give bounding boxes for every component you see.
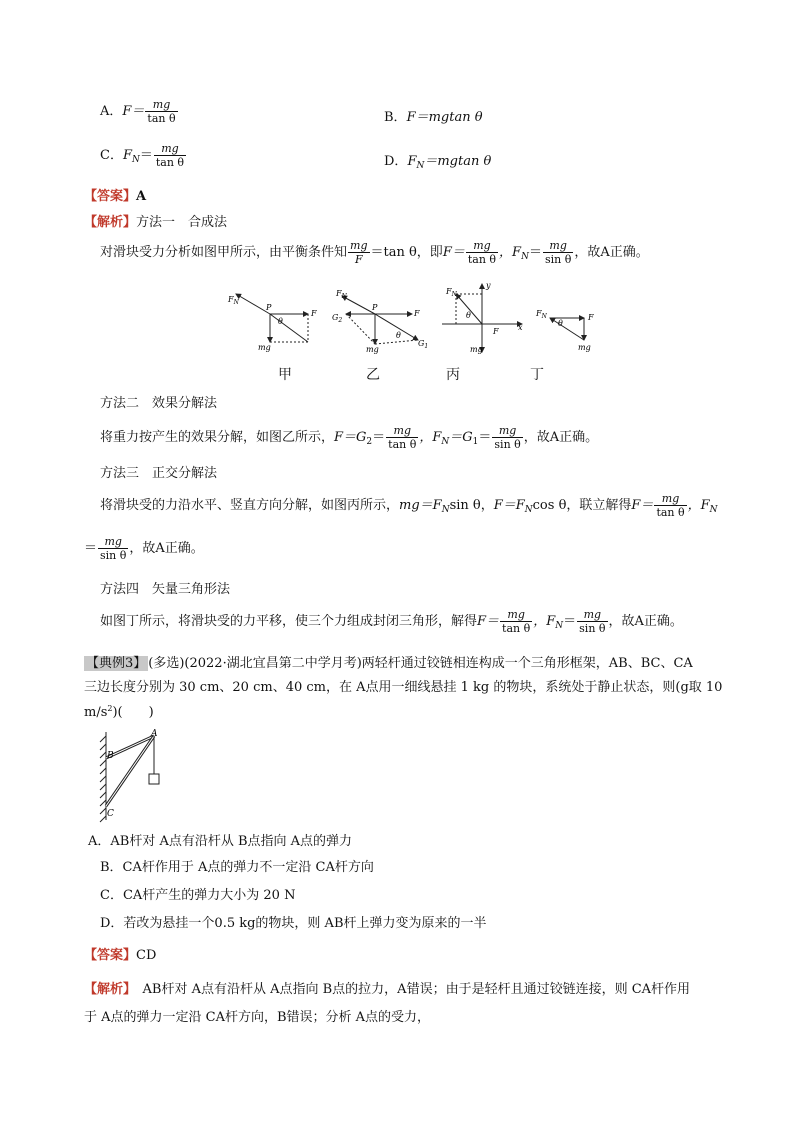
label-theta: θ (466, 311, 471, 320)
text: (多选)(2022·湖北宜昌第二中学月考)两轻杆通过铰链相连构成一个三角形框架，AB、BC、CA (148, 656, 693, 671)
subscript: N (555, 621, 564, 631)
label-theta: θ (396, 331, 401, 340)
label-fn: $F_N$ (336, 289, 347, 300)
method-3-line (100, 492, 718, 519)
fraction (386, 424, 418, 451)
label-p: P (266, 303, 272, 312)
frac-num: mg (466, 239, 498, 253)
frac-num: mg (98, 535, 128, 549)
figure-label-yi: 乙 (366, 367, 380, 383)
frac-num: mg (654, 492, 686, 506)
analysis-tag: 【解析】 (84, 982, 130, 997)
method-2-line (100, 424, 598, 451)
label-fn: $F_N$ (228, 295, 239, 306)
label-fn: $F_N$ (446, 287, 457, 298)
method-title: 方法一 合成法 (136, 215, 228, 230)
subscript: N (441, 505, 450, 515)
fraction (492, 424, 522, 451)
label-f: F (414, 309, 420, 318)
diagram-yi (332, 289, 428, 354)
fraction (154, 142, 186, 169)
text: ＝ (478, 430, 492, 445)
text: mg＝F (399, 498, 442, 513)
answer-value: CD (136, 948, 157, 963)
eq: ＝ (139, 148, 153, 163)
text: ＝tan θ，即 (370, 245, 443, 260)
frac-num: mg (154, 142, 186, 156)
frac-num: mg (145, 98, 177, 112)
figure-label-bing: 丙 (446, 367, 460, 383)
fraction (145, 98, 177, 125)
option-lhs: F (122, 148, 132, 163)
text: 将滑块受的力沿水平、竖直方向分解，如图丙所示， (100, 498, 400, 513)
answer-2 (84, 944, 156, 963)
analysis-2-line-2: 于 A点的弹力一定沿 CA杆方向，B错误；分析 A点的受力， (84, 1010, 431, 1025)
subscript: N (416, 161, 425, 171)
label-b: B (107, 751, 114, 761)
text: F＝F (493, 498, 525, 513)
text: m/s (84, 705, 108, 720)
subscript: 1 (472, 437, 479, 447)
frac-den: F (354, 253, 363, 266)
subscript: N (441, 437, 450, 447)
text: AB杆对 A点有沿杆从 A点指向 B点的拉力，A错误；由于是轻杆且通过铰链连接，则 CA杆作用 (129, 982, 691, 997)
line-equilibrium (100, 239, 649, 266)
subscript: N (524, 505, 533, 515)
text: F＝ (631, 498, 654, 513)
option-b (384, 106, 483, 125)
method-4-title: 方法四 矢量三角形法 (100, 582, 231, 597)
option-d (384, 150, 491, 171)
method-3-line-2 (84, 535, 204, 562)
analysis-2-line-1 (84, 978, 690, 997)
text: ，故A正确。 (574, 245, 649, 260)
fraction (348, 239, 369, 266)
option-text: ＝mgtan θ (424, 154, 492, 169)
frac-den: tan θ (388, 438, 417, 451)
label-f: F (588, 313, 594, 322)
figure-label-jia: 甲 (278, 367, 292, 383)
option-lhs: F (407, 154, 417, 169)
answer-tag: 【答案】 (84, 948, 137, 963)
frac-num: mg (492, 424, 522, 438)
option-label: C． (100, 148, 123, 163)
option-label: A． (100, 104, 123, 119)
frac-num: mg (350, 239, 368, 252)
text: 将重力按产生的效果分解，如图乙所示， (100, 430, 335, 445)
method-2-title: 方法二 效果分解法 (100, 396, 218, 411)
diagram-bing (442, 281, 523, 354)
label-g1: $G_1$ (418, 339, 429, 350)
text: ，F (499, 245, 522, 260)
text: ＝ (84, 541, 98, 556)
fraction (577, 608, 607, 635)
example-tag: 【典例3】 (86, 656, 147, 671)
subscript: 2 (366, 437, 373, 447)
frac-num: mg (577, 608, 607, 622)
option-lhs: F＝ (122, 104, 145, 119)
answer-tag: 【答案】 (84, 189, 137, 204)
subscript: N (709, 505, 718, 515)
text: ＝ (372, 430, 386, 445)
frac-num: mg (500, 608, 532, 622)
label-mg: mg (470, 345, 483, 354)
method-4-line (100, 608, 683, 635)
text: F＝ (442, 245, 465, 260)
label-g2: $G_2$ (332, 313, 343, 324)
option-label: B． (384, 110, 407, 125)
option-c (100, 142, 187, 169)
label-fn: $F_N$ (536, 309, 547, 320)
subscript: N (131, 155, 140, 165)
label-f: F (311, 309, 317, 318)
analysis-tag: 【解析】 (84, 215, 137, 230)
text: ＝ (563, 614, 577, 629)
label-c: C (107, 809, 114, 819)
text: ，故A正确。 (523, 430, 599, 445)
frac-den: sin θ (579, 622, 606, 635)
label-theta: θ (278, 317, 283, 326)
frac-den: tan θ (502, 622, 531, 635)
figure-label-ding: 丁 (530, 367, 544, 383)
text: cos θ，联立解得 (532, 498, 632, 513)
text: ＝ (528, 245, 542, 260)
frac-num: mg (543, 239, 573, 253)
diagram-jia (227, 294, 317, 352)
option-a (100, 98, 179, 125)
frac-den: tan θ (155, 156, 185, 169)
frac-den: tan θ (147, 112, 176, 125)
frac-num: mg (386, 424, 418, 438)
subscript: N (521, 252, 529, 262)
frac-den: sin θ (544, 253, 572, 266)
option-2-c: C．CA杆产生的弹力大小为 20 N (100, 888, 296, 903)
text: ，F (687, 498, 710, 513)
method-3-title: 方法三 正交分解法 (100, 466, 218, 481)
text: ＝G (449, 430, 473, 445)
fraction (543, 239, 573, 266)
label-f: F (493, 327, 499, 336)
answer-value: A (136, 189, 147, 204)
option-2-a: A．AB杆对 A点有沿杆从 B点指向 A点的弹力 (88, 834, 353, 849)
label-y: y (486, 281, 491, 290)
text: F＝ (477, 614, 500, 629)
frac-den: tan θ (467, 253, 497, 266)
label-theta: θ (558, 319, 563, 328)
text: F＝G (334, 430, 367, 445)
label-mg: mg (578, 343, 591, 352)
option-text: F＝mgtan θ (406, 110, 483, 125)
label-a: A (151, 729, 158, 739)
frac-den: sin θ (494, 438, 521, 451)
option-label: D． (384, 154, 408, 169)
example-3-line-1 (84, 652, 693, 671)
example-3-line-2: 三边长度分别为 30 cm、20 cm、40 cm，在 A点用一细线悬挂 1 kg 的物块，系统处于静止状态，则(g取 10 (84, 680, 723, 695)
text: ，故A正确。 (608, 614, 683, 629)
triangle-frame-figure (96, 728, 176, 828)
answer-1 (84, 185, 146, 204)
text: ，F (419, 430, 442, 445)
text: ，故A正确。 (129, 541, 204, 556)
fraction (98, 535, 128, 562)
frac-den: tan θ (656, 506, 685, 519)
text: sin θ， (449, 498, 494, 513)
option-2-b: B．CA杆作用于 A点的弹力不一定沿 CA杆方向 (100, 860, 374, 875)
label-p: P (372, 303, 378, 312)
example-3-line-3 (84, 701, 154, 720)
text: 如图丁所示，将滑块受的力平移，使三个力组成封闭三角形，解得 (100, 614, 478, 629)
text: 对滑块受力分析如图甲所示，由平衡条件知 (100, 245, 348, 260)
fraction (654, 492, 686, 519)
label-mg: mg (258, 343, 271, 352)
superscript: 2 (107, 704, 113, 713)
label-x: x (518, 323, 523, 332)
diagram-ding (535, 309, 594, 352)
force-diagrams-figure (220, 280, 610, 360)
text: )( ) (112, 705, 154, 720)
option-2-d: D．若改为悬挂一个0.5 kg的物块，则 AB杆上弹力变为原来的一半 (100, 916, 487, 931)
fraction (500, 608, 532, 635)
fraction (466, 239, 498, 266)
analysis-1 (84, 211, 227, 230)
text: ，F (533, 614, 556, 629)
label-mg: mg (366, 345, 379, 354)
frac-den: sin θ (100, 549, 127, 562)
